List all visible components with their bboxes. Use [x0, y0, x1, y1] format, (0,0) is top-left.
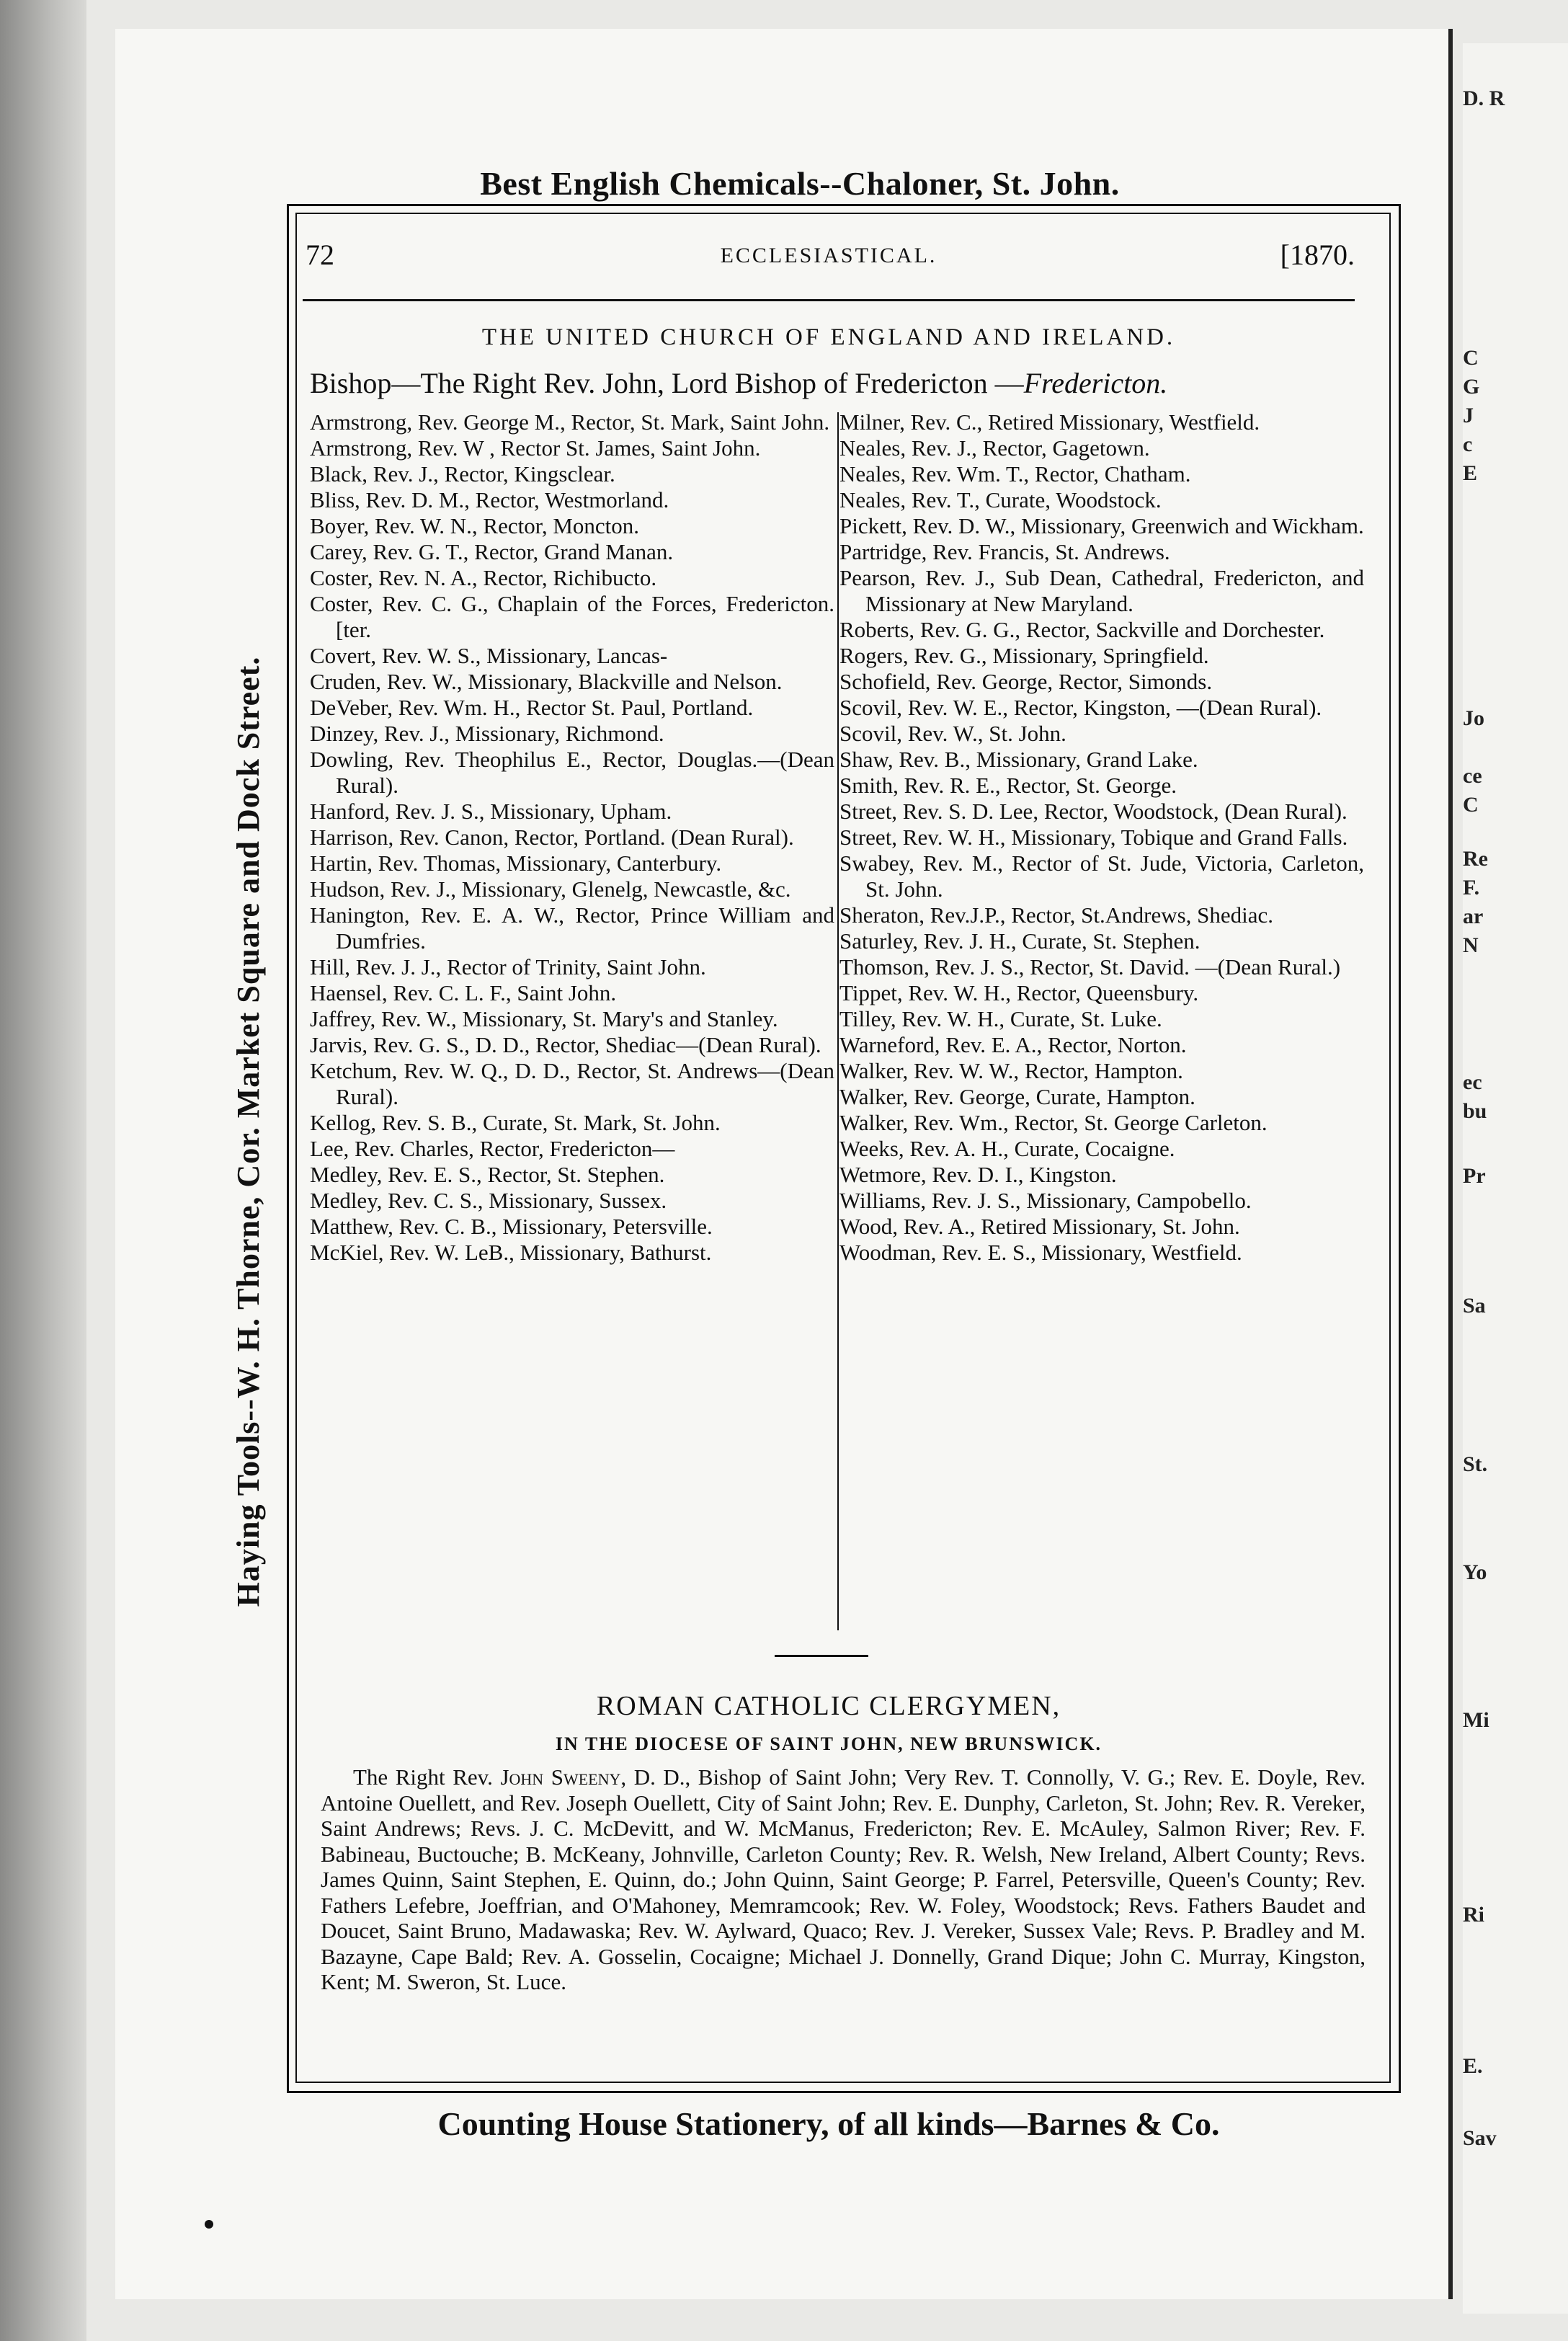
clergy-entry: Sheraton, Rev.J.P., Rector, St.Andrews, Shediac. [839, 902, 1274, 928]
adjacent-fragment: G [1463, 375, 1480, 399]
clergy-entry: Milner, Rev. C., Retired Missionary, Westfield. [839, 409, 1260, 435]
adjacent-fragment: c [1463, 432, 1473, 456]
clergy-entry: Ketchum, Rev. W. Q., D. D., Rector, St. Andrews—(Dean Rural). [310, 1058, 834, 1109]
clergy-entry: Jaffrey, Rev. W., Missionary, St. Mary's and Stanley. [310, 1006, 778, 1031]
adjacent-fragment: E. [1463, 2054, 1483, 2078]
rc-lead: The Right Rev. [353, 1764, 493, 1790]
clergy-entry: Neales, Rev. J., Rector, Gagetown. [839, 435, 1150, 461]
clergy-entry: Walker, Rev. W. W., Rector, Hampton. [839, 1058, 1183, 1083]
clergy-entry: Saturley, Rev. J. H., Curate, St. Stephen. [839, 928, 1200, 954]
clergy-entry: Wetmore, Rev. D. I., Kingston. [839, 1162, 1117, 1187]
clergy-entry: Roberts, Rev. G. G., Rector, Sackville and Dorchester. [839, 617, 1325, 642]
clergy-entry: Medley, Rev. C. S., Missionary, Sussex. [310, 1188, 667, 1213]
rc-text: D. D., Bishop of Saint John; Very Rev. T. Connolly, V. G.; Rev. E. Doyle, Rev. Antoine Ouellett, and Rev. Joseph Ouellett, City of Saint John; Rev. E. Dunphy, Carleton, St. John; Rev. R. Vereker, Saint Andrews; Revs. J. C. McDevitt, and W. McManus, Fredericton; Rev. E. McAuley, Salmon River; Rev. F. Babineau, Buctouche; B. McKeany, Johnville, Carleton County; Rev. R. Welsh, New Ireland, Albert County; Revs. James Quinn, Saint Stephen, E. Quinn, do.; John Quinn, Saint George; P. Farrel, Petersville, Queen's County; Rev. Fathers Lefebre, Joeffrian, and O'Mahoney, Memramcook; Rev. W. Foley, Woodstock; Revs. Fathers Baudet and Doucet, Saint Bruno, Madawaska; Rev. W. Aylward, Quaco; Rev. J. Vereker, Sussex Vale; Revs. P. Bradley and M. Bazayne, Cape Bald; Rev. A. Gosselin, Cocaigne; Michael J. Donnelly, Grand Dique; John C. Murray, Kingston, Kent; M. Sweron, St. Luce. [321, 1764, 1366, 1994]
clergy-entry: Cruden, Rev. W., Missionary, Blackville and Nelson. [310, 669, 783, 694]
clergy-entry: Matthew, Rev. C. B., Missionary, Petersville. [310, 1214, 713, 1239]
clergy-entry: Dowling, Rev. Theophilus E., Rector, Douglas.—(Dean Rural). [310, 747, 834, 798]
top-advertisement: Best English Chemicals--Chaloner, St. John. [480, 165, 1120, 202]
clergy-entry: Tippet, Rev. W. H., Rector, Queensbury. [839, 980, 1199, 1005]
adjacent-fragment: F. [1463, 876, 1480, 899]
clergy-entry: Black, Rev. J., Rector, Kingsclear. [310, 461, 615, 487]
clergy-entry: Tilley, Rev. W. H., Curate, St. Luke. [839, 1006, 1162, 1031]
clergy-entry: Hill, Rev. J. J., Rector of Trinity, Saint John. [310, 954, 706, 980]
adjacent-fragment: Sa [1463, 1294, 1486, 1318]
clergy-entry: Carey, Rev. G. T., Rector, Grand Manan. [310, 539, 674, 564]
clergy-entry: Bliss, Rev. D. M., Rector, Westmorland. [310, 487, 669, 512]
clergy-entry: Neales, Rev. T., Curate, Woodstock. [839, 487, 1162, 512]
clergy-entry: Rogers, Rev. G., Missionary, Springfield. [839, 643, 1209, 668]
rc-subheading: IN THE DIOCESE OF SAINT JOHN, NEW BRUNSWICK. [555, 1733, 1102, 1754]
rc-clergy-paragraph [321, 1764, 1366, 1995]
adjacent-fragment: Yo [1463, 1560, 1487, 1584]
adjacent-fragment: C [1463, 793, 1479, 817]
running-head [303, 238, 1355, 281]
adjacent-fragment: D. R [1463, 86, 1505, 110]
clergy-entry: Pickett, Rev. D. W., Missionary, Greenwich and Wickham. [839, 513, 1364, 538]
clergy-entry: Schofield, Rev. George, Rector, Simonds. [839, 669, 1213, 694]
clergy-entry: Walker, Rev. Wm., Rector, St. George Carleton. [839, 1110, 1268, 1135]
rc-heading: ROMAN CATHOLIC CLERGYMEN, [596, 1691, 1061, 1721]
clergy-entry: Woodman, Rev. E. S., Missionary, Westfield. [839, 1240, 1242, 1265]
clergy-entry: Hudson, Rev. J., Missionary, Glenelg, Newcastle, &c. [310, 876, 791, 902]
clergy-entry: Medley, Rev. E. S., Rector, St. Stephen. [310, 1162, 665, 1187]
clergy-entry: Dinzey, Rev. J., Missionary, Richmond. [310, 721, 664, 746]
page-number: 72 [306, 239, 334, 271]
column-divider [837, 412, 839, 1630]
clergy-column-right [839, 409, 1364, 1266]
adjacent-fragment: Ri [1463, 1903, 1484, 1927]
header-rule [303, 299, 1355, 301]
clergy-entry: Armstrong, Rev. George M., Rector, St. Mark, Saint John. [310, 409, 830, 435]
clergy-entry: DeVeber, Rev. Wm. H., Rector St. Paul, Portland. [310, 695, 754, 720]
clergy-entry: Neales, Rev. Wm. T., Rector, Chatham. [839, 461, 1191, 487]
adjacent-fragment: Pr [1463, 1164, 1486, 1188]
clergy-entry: Haensel, Rev. C. L. F., Saint John. [310, 980, 617, 1005]
clergy-entry: Lee, Rev. Charles, Rector, Fredericton— [310, 1136, 675, 1161]
clergy-entry: Street, Rev. W. H., Missionary, Tobique and Grand Falls. [839, 825, 1348, 850]
clergy-entry: Covert, Rev. W. S., Missionary, Lancas- [310, 643, 668, 668]
rc-bishop-name: John Sweeny, [500, 1764, 627, 1790]
section-divider [775, 1655, 868, 1657]
clergy-entry: Williams, Rev. J. S., Missionary, Campobello. [839, 1188, 1252, 1213]
clergy-entry: Partridge, Rev. Francis, St. Andrews. [839, 539, 1170, 564]
adjacent-fragment: C [1463, 346, 1479, 370]
clergy-entry: Harrison, Rev. Canon, Rector, Portland. (Dean Rural). [310, 825, 794, 850]
clergy-entry: Warneford, Rev. E. A., Rector, Norton. [839, 1032, 1187, 1057]
adjacent-fragment: Re [1463, 847, 1488, 871]
clergy-entry: Street, Rev. S. D. Lee, Rector, Woodstock, (Dean Rural). [839, 799, 1348, 824]
year-label: [1870. [1280, 239, 1355, 271]
adjacent-fragment: J [1463, 404, 1474, 427]
binding-shadow [0, 0, 86, 2341]
clergy-entry: Scovil, Rev. W., St. John. [839, 721, 1066, 746]
clergy-entry: Jarvis, Rev. G. S., D. D., Rector, Shediac—(Dean Rural). [310, 1032, 821, 1057]
clergy-entry: Hanington, Rev. E. A. W., Rector, Prince William and Dumfries. [310, 902, 834, 954]
adjacent-fragment: St. [1463, 1452, 1488, 1476]
clergy-entry: Smith, Rev. R. E., Rector, St. George. [839, 773, 1177, 798]
clergy-entry: Weeks, Rev. A. H., Curate, Cocaigne. [839, 1136, 1175, 1161]
adjacent-fragment: bu [1463, 1099, 1487, 1123]
clergy-entry: Boyer, Rev. W. N., Rector, Moncton. [310, 513, 640, 538]
clergy-entry: Walker, Rev. George, Curate, Hampton. [839, 1084, 1195, 1109]
adjacent-fragment: ar [1463, 905, 1484, 928]
adjacent-page [1463, 43, 1568, 2314]
section-title: ECCLESIASTICAL. [720, 244, 937, 267]
clergy-entry: Swabey, Rev. M., Rector of St. Jude, Victoria, Carleton, St. John. [839, 850, 1364, 902]
adjacent-fragment: N [1463, 933, 1479, 957]
clergy-entry: McKiel, Rev. W. LeB., Missionary, Bathurst. [310, 1240, 712, 1265]
clergy-entry: Thomson, Rev. J. S., Rector, St. David. —(Dean Rural.) [839, 954, 1341, 980]
clergy-entry: Coster, Rev. N. A., Rector, Richibucto. [310, 565, 657, 590]
church-heading: THE UNITED CHURCH OF ENGLAND AND IRELAND. [481, 324, 1176, 350]
adjacent-fragment: Jo [1463, 706, 1484, 730]
bishop-place: Fredericton. [1023, 367, 1168, 399]
clergy-entry: Hartin, Rev. Thomas, Missionary, Canterbury. [310, 850, 722, 876]
side-advertisement: Haying Tools--W. H. Thorne, Cor. Market Square and Dock Street. [231, 656, 266, 1607]
adjacent-fragment: Mi [1463, 1708, 1489, 1732]
clergy-entry: Scovil, Rev. W. E., Rector, Kingston, —(Dean Rural). [839, 695, 1322, 720]
clergy-column-left [310, 409, 834, 1266]
bishop-text: Bishop—The Right Rev. John, Lord Bishop of Fredericton — [310, 367, 1024, 399]
adjacent-fragment: Sav [1463, 2126, 1497, 2150]
margin-dot [205, 2220, 213, 2229]
clergy-entry: Coster, Rev. C. G., Chaplain of the Forces, Fredericton. [ter. [310, 591, 834, 642]
clergy-entry: Hanford, Rev. J. S., Missionary, Upham. [310, 799, 672, 824]
clergy-entry: Kellog, Rev. S. B., Curate, St. Mark, St. John. [310, 1110, 721, 1135]
clergy-entry: Armstrong, Rev. W , Rector St. James, Saint John. [310, 435, 761, 461]
clergy-entry: Shaw, Rev. B., Missionary, Grand Lake. [839, 747, 1198, 772]
clergy-entry: Pearson, Rev. J., Sub Dean, Cathedral, Fredericton, and Missionary at New Maryland. [839, 565, 1364, 616]
clergy-entry: Wood, Rev. A., Retired Missionary, St. John. [839, 1214, 1240, 1239]
adjacent-fragment: ec [1463, 1070, 1482, 1094]
bottom-advertisement: Counting House Stationery, of all kinds—Barnes & Co. [437, 2105, 1220, 2142]
adjacent-fragment: ce [1463, 764, 1482, 788]
bishop-line [310, 366, 1369, 400]
adjacent-fragment: E [1463, 461, 1478, 485]
